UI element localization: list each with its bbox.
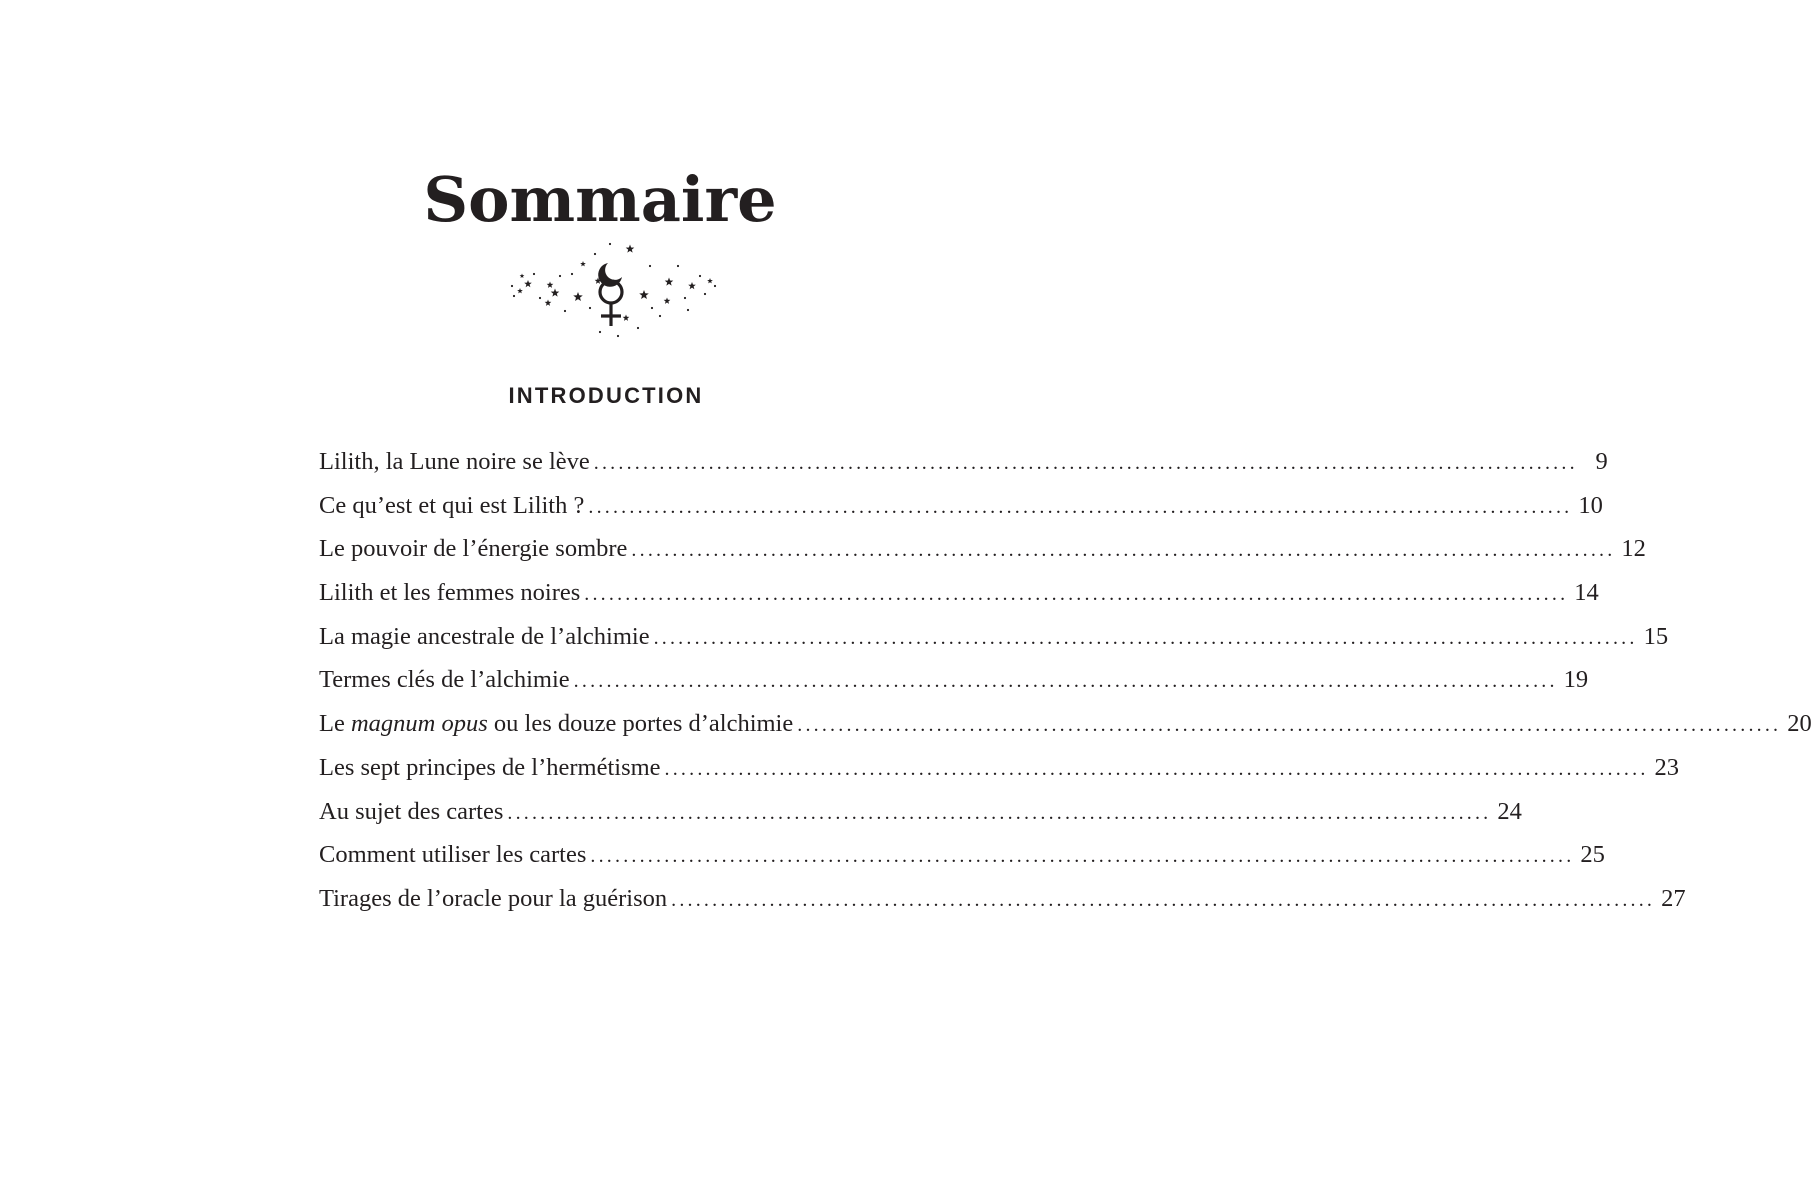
sparkle-dot-icon	[649, 265, 651, 267]
sparkle-dot-icon	[511, 285, 513, 287]
toc-leader-dots: ........................................................................................................................	[671, 888, 1656, 911]
toc-entry-label: Au sujet des cartes	[319, 797, 504, 825]
toc-entry-page: 15	[1643, 622, 1669, 650]
sparkle-dot-icon	[513, 295, 515, 297]
toc-leader-dots: ........................................................................................................................	[507, 801, 1492, 824]
toc-entry	[319, 790, 1522, 834]
toc-entry-page: 24	[1497, 797, 1522, 825]
toc-entry-page: 9	[1595, 448, 1608, 475]
sparkle-dot-icon	[714, 285, 716, 287]
sparkle-dot-icon	[651, 307, 653, 309]
sparkle-dot-icon	[704, 293, 706, 295]
star-icon	[688, 282, 696, 289]
toc-entry-page: 12	[1621, 535, 1646, 563]
table-of-contents	[319, 440, 1812, 921]
toc-entry-label: Lilith et les femmes noires	[319, 579, 581, 607]
toc-entry	[319, 571, 1599, 615]
toc-entry-label	[319, 702, 797, 746]
toc-entry-label: Le pouvoir de l’énergie sombre	[319, 535, 628, 563]
toc-entry	[319, 615, 1669, 659]
toc-entry-label-start: Le	[319, 710, 351, 738]
star-icon	[545, 300, 552, 306]
toc-entry-page: 14	[1574, 579, 1599, 607]
star-icon	[517, 288, 523, 293]
toc-leader-dots: ........................................................................................................................	[593, 452, 1578, 474]
toc-entry	[319, 440, 1608, 484]
lilith-symbol-with-stars-icon	[500, 236, 720, 336]
sparkle-dot-icon	[533, 273, 535, 275]
star-icon	[664, 298, 671, 304]
sparkle-dot-icon	[684, 297, 686, 299]
sparkle-dot-icon	[637, 327, 639, 329]
toc-entry-label-italic: magnum opus	[350, 710, 488, 738]
star-icon	[524, 280, 532, 287]
toc-entry-page: 10	[1578, 491, 1603, 519]
toc-entry-label: La magie ancestrale de l’alchimie	[319, 622, 650, 650]
toc-leader-dots: ........................................................................................................................	[797, 714, 1782, 737]
star-icon	[573, 292, 583, 301]
sparkle-dot-icon	[539, 297, 541, 299]
sparkle-dot-icon	[609, 243, 611, 245]
toc-leader-dots: ........................................................................................................................	[653, 626, 1638, 649]
sparkle-dot-icon	[699, 275, 701, 277]
toc-entry-label: Lilith, la Lune noire se lève	[319, 448, 590, 475]
star-icon	[665, 278, 674, 286]
toc-entry	[319, 658, 1589, 702]
toc-entry-page: 19	[1563, 666, 1589, 694]
toc-entry-page: 25	[1580, 841, 1605, 869]
toc-entry	[319, 527, 1646, 571]
star-icon	[580, 261, 586, 266]
toc-leader-dots: ........................................................................................................................	[631, 539, 1616, 562]
star-icon	[626, 245, 635, 253]
toc-entry	[319, 702, 1812, 746]
toc-entry-page: 27	[1661, 884, 1686, 912]
toc-entry-label: Tirages de l’oracle pour la guérison	[319, 884, 668, 912]
section-heading: INTRODUCTION	[508, 383, 704, 408]
toc-entry	[319, 746, 1680, 790]
toc-entry-label: Termes clés de l’alchimie	[319, 666, 570, 694]
toc-entry	[319, 484, 1603, 528]
sparkle-dot-icon	[559, 275, 561, 277]
toc-entry	[319, 877, 1686, 921]
toc-leader-dots: ........................................................................................................................	[573, 670, 1558, 693]
star-icon	[623, 315, 630, 321]
page-title: Sommaire	[423, 163, 777, 236]
toc-leader-dots: ........................................................................................................................	[590, 845, 1575, 868]
toc-entry-label: Comment utiliser les cartes	[319, 841, 587, 869]
sparkle-dot-icon	[617, 335, 619, 337]
toc-leader-dots: ........................................................................................................................	[664, 757, 1649, 780]
sparkle-dot-icon	[564, 310, 566, 312]
star-icon	[551, 289, 560, 297]
toc-leader-dots: ........................................................................................................................	[588, 495, 1573, 518]
toc-entry	[319, 833, 1605, 877]
sparkle-dot-icon	[659, 315, 661, 317]
sparkle-dot-icon	[589, 307, 591, 309]
toc-entry-label: Ce qu’est et qui est Lilith ?	[319, 491, 585, 519]
sparkle-dot-icon	[594, 253, 596, 255]
star-icon	[707, 278, 713, 283]
toc-entry-page: 20	[1787, 710, 1812, 738]
sparkle-dot-icon	[571, 273, 573, 275]
toc-entry-page: 23	[1654, 753, 1680, 781]
toc-entry-label-end: ou les douze portes d’alchimie	[487, 710, 794, 738]
sparkle-dot-icon	[687, 309, 689, 311]
star-icon	[520, 274, 525, 279]
toc-leader-dots: ........................................................................................................................	[584, 583, 1569, 606]
sparkle-dot-icon	[599, 331, 601, 333]
sparkle-dot-icon	[677, 265, 679, 267]
toc-entry-label: Les sept principes de l’hermétisme	[319, 753, 661, 781]
star-icon	[639, 290, 649, 299]
star-icon	[547, 282, 554, 288]
